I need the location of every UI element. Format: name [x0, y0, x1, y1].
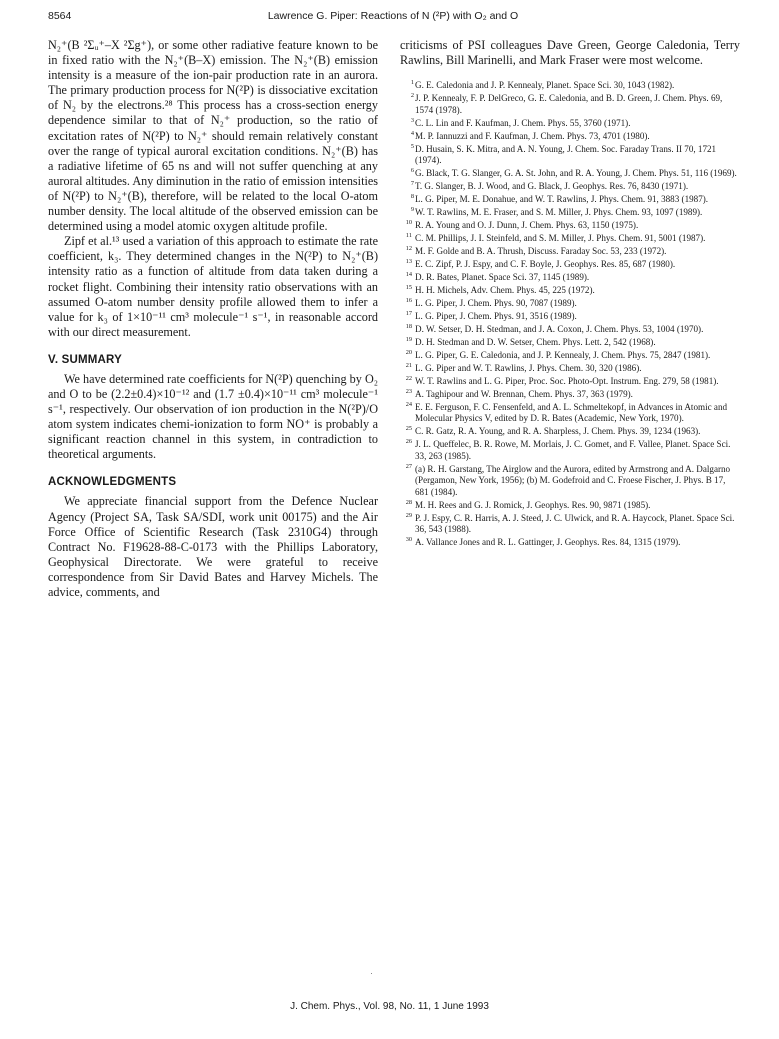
left-column: [48, 38, 378, 600]
body-paragraph: Zipf et al.¹³ used a variation of this approach to estimate the rate coefficient, k₃. They determined changes in the N(²P) to N₂⁺(B) intensity ratio as a function of altitude from data taken during a rocket flight. Combining their intensity ratio observations with an assumed O-atom number density profile allowed them to infer a value for k₃ of 1×10⁻¹¹ cm³ molecule⁻¹ s⁻¹, in reasonable accord with our direct measurement.: [48, 234, 378, 339]
reference-number: 28: [405, 498, 412, 506]
reference-item: [400, 337, 740, 348]
reference-number: 3: [410, 116, 414, 124]
reference-item: [400, 80, 740, 91]
reference-number: 13: [405, 258, 412, 265]
section-heading-acknowledgments: ACKNOWLEDGMENTS: [48, 476, 177, 489]
reference-text: D. W. Setser, D. H. Stedman, and J. A. Coxon, J. Chem. Phys. 53, 1004 (1970).: [415, 324, 704, 334]
reference-number: 2: [410, 92, 414, 100]
reference-text: W. T. Rawlins, M. E. Fraser, and S. M. Miller, J. Phys. Chem. 93, 1097 (1989).: [415, 207, 703, 217]
reference-item: [400, 233, 740, 244]
reference-number: 7: [410, 180, 414, 187]
reference-item: [400, 118, 740, 129]
reference-item: [400, 324, 740, 335]
reference-item: [400, 500, 740, 511]
reference-number: 21: [405, 362, 412, 369]
reference-text: G. E. Caledonia and J. P. Kennealy, Planet. Space Sci. 30, 1043 (1982).: [415, 80, 675, 91]
reference-text: R. A. Young and O. J. Dunn, J. Chem. Phys. 63, 1150 (1975).: [415, 220, 639, 230]
reference-item: [400, 131, 740, 142]
reference-text: A. Taghipour and W. Brennan, Chem. Phys. 37, 363 (1979).: [415, 389, 633, 399]
reference-text: M. P. Iannuzzi and F. Kaufman, J. Chem. Phys. 73, 4701 (1980).: [415, 130, 650, 141]
reference-text: C. M. Phillips, J. I. Steinfeld, and S. M. Miller, J. Phys. Chem. 91, 5001 (1987).: [415, 233, 706, 243]
reference-number: 10: [405, 219, 412, 226]
reference-item: [400, 259, 740, 270]
reference-text: M. H. Rees and G. J. Romick, J. Geophys. Res. 90, 9871 (1985).: [415, 499, 651, 510]
reference-item: [400, 389, 740, 400]
reference-number: 18: [405, 323, 412, 330]
running-title: Lawrence G. Piper: Reactions of N (²P) with O₂ and O: [267, 10, 519, 22]
running-header: [48, 10, 738, 26]
reference-number: 8: [410, 193, 414, 200]
reference-number: 27: [405, 462, 412, 470]
reference-number: 29: [405, 511, 412, 519]
reference-number: 25: [405, 425, 412, 433]
reference-text: L. G. Piper and W. T. Rawlins, J. Phys. Chem. 30, 320 (1986).: [415, 363, 642, 373]
page-number: 8564: [48, 10, 72, 22]
reference-text: C. R. Gatz, R. A. Young, and R. A. Sharpless, J. Chem. Phys. 39, 1234 (1963).: [415, 426, 701, 437]
reference-item: [400, 376, 740, 387]
reference-item: [400, 181, 740, 192]
reference-item: [400, 93, 740, 116]
reference-text: W. T. Rawlins and L. G. Piper, Proc. Soc. Photo-Opt. Instrum. Eng. 279, 58 (1981).: [415, 376, 719, 386]
reference-text: D. H. Stedman and D. W. Setser, Chem. Phys. Lett. 2, 542 (1968).: [415, 337, 656, 347]
reference-number: 16: [405, 297, 412, 304]
reference-number: 30: [405, 536, 412, 544]
reference-text: L. G. Piper, G. E. Caledonia, and J. P. Kennealy, J. Chem. Phys. 75, 2847 (1981).: [415, 350, 711, 360]
reference-item: [400, 298, 740, 309]
reference-number: 23: [405, 388, 412, 395]
reference-number: 4: [410, 129, 414, 137]
reference-text: D. R. Bates, Planet. Space Sci. 37, 1145 (1989).: [415, 272, 590, 282]
reference-item: [400, 207, 740, 218]
reference-text: H. H. Michels, Adv. Chem. Phys. 45, 225 (1972).: [415, 285, 595, 295]
reference-text: P. J. Espy, C. R. Harris, A. J. Steed, J. C. Ulwick, and R. A. Haycock, Planet. Space Sci. 36, 543 (1988).: [415, 512, 735, 535]
acknowledgments-continued: criticisms of PSI colleagues Dave Green, George Caledonia, Terry Rawlins, Bill Marinelli, and Mark Fraser were most welcome.: [400, 38, 740, 68]
reference-text: L. G. Piper, J. Chem. Phys. 91, 3516 (1989).: [415, 311, 577, 321]
reference-item: [400, 285, 740, 296]
right-column: [400, 38, 740, 550]
summary-paragraph: We have determined rate coefficients for N(²P) quenching by O₂ and O to be (2.2±0.4)×10⁻¹² and (1.7 ±0.4)×10⁻¹¹ cm³ molecule⁻¹ s⁻¹, respectively. Our observation of ion production in the N(²P)/O atom system indicates chemi-ionization to form NO⁺ is probably a significant reaction channel in this system, in contradiction to theoretical arguments.: [48, 371, 378, 462]
reference-number: 17: [405, 310, 412, 317]
reference-item: [400, 402, 740, 425]
reference-item: [400, 513, 740, 536]
reference-number: 1: [410, 79, 414, 87]
reference-item: [400, 220, 740, 231]
page-speck: [371, 973, 372, 974]
reference-item: [400, 537, 740, 548]
reference-number: 11: [405, 232, 412, 239]
reference-text: G. Black, T. G. Slanger, G. A. St. John, and R. A. Young, J. Chem. Phys. 51, 116 (1969).: [415, 168, 737, 178]
reference-number: 5: [410, 142, 414, 150]
reference-number: 9: [410, 206, 414, 213]
reference-text: A. Vallance Jones and R. L. Gattinger, J. Geophys. Res. 84, 1315 (1979).: [415, 537, 681, 548]
reference-text: L. G. Piper, J. Chem. Phys. 90, 7087 (1989).: [415, 298, 577, 308]
reference-number: 14: [405, 271, 412, 278]
reference-text: M. F. Golde and B. A. Thrush, Discuss. Faraday Soc. 53, 233 (1972).: [415, 246, 667, 256]
reference-text: E. E. Ferguson, F. C. Fensenfeld, and A. L. Schmeltekopf, in Advances in Atomic and Molecular Physics V, edited by D. R. Bates (Academic, New York, 1970).: [415, 402, 728, 424]
body-paragraph: N₂⁺(B ²Σᵤ⁺–X ²Σg⁺), or some other radiative feature known to be in fixed ratio with the N₂⁺(B–X) emission. The N₂⁺(B) emission intensity is a measure of the ion-pair production rate in an aurora. The primary production process for N(²P) is dissociative excitation of N₂ by the electrons.²⁸ This process has a cross-section energy dependence similar to that of N₂⁺ production, so the ratio of excitation rates of N(²P) to N₂⁺ should remain relatively constant over the range of typical auroral excitation conditions. N₂⁺(B) has a radiative lifetime of 65 ns and will not suffer quenching at any auroral altitudes. Any diminution in the ratio of emission intensities of N(²P) to N₂⁺(B), therefore, will be related to the local O-atom number density. The local altitude of the observed emission can be determined using a model atomic oxygen altitude profile.: [48, 38, 378, 234]
reference-item: [400, 350, 740, 361]
reference-text: L. G. Piper, M. E. Donahue, and W. T. Rawlins, J. Phys. Chem. 91, 3883 (1987).: [415, 194, 709, 204]
reference-text: (a) R. H. Garstang, The Airglow and the Aurora, edited by Armstrong and A. Dalgarno (Pergamon, New York, 1956); (b) M. Godefroid and C. Froese Fischer, J. Phys. B 17, 681 (1984).: [415, 463, 731, 497]
reference-item: [400, 311, 740, 322]
reference-text: J. L. Queffelec, B. R. Rowe, M. Morlais, J. C. Gomet, and F. Vallee, Planet. Space Sci. 33, 263 (1985).: [415, 439, 731, 461]
reference-item: [400, 194, 740, 205]
reference-number: 19: [405, 336, 412, 343]
reference-item: [400, 363, 740, 374]
reference-text: T. G. Slanger, B. J. Wood, and G. Black, J. Geophys. Res. 76, 8430 (1971).: [415, 181, 689, 191]
reference-text: D. Husain, S. K. Mitra, and A. N. Young, J. Chem. Soc. Faraday Trans. II 70, 1721 (1974).: [415, 143, 717, 165]
reference-number: 6: [410, 167, 414, 174]
reference-item: [400, 426, 740, 437]
reference-number: 12: [405, 245, 412, 252]
acknowledgments-paragraph: We appreciate financial support from the Defence Nuclear Agency (Project SA, Task SA/SDI, work unit 00175) and the Air Force Office of Scientific Research (Task 2310G4) through Contract No. F19628-88-C-0173 with the Phillips Laboratory, Geophysical Directorate. We were grateful to receive correspondence from Sir David Bates and Harvey Michels. The advice, comments, and: [48, 494, 378, 599]
reference-text: J. P. Kennealy, F. P. DelGreco, G. E. Caledonia, and B. D. Green, J. Chem. Phys. 69, 1574 (1978).: [415, 93, 723, 115]
reference-list: [400, 80, 740, 548]
reference-item: [400, 439, 740, 462]
reference-text: C. L. Lin and F. Kaufman, J. Chem. Phys. 55, 3760 (1971).: [415, 117, 631, 128]
section-heading-summary: V. SUMMARY: [48, 353, 122, 366]
reference-number: 26: [405, 438, 412, 446]
reference-item: [400, 246, 740, 257]
reference-item: [400, 464, 740, 498]
reference-number: 15: [405, 284, 412, 291]
reference-item: [400, 272, 740, 283]
journal-footer: J. Chem. Phys., Vol. 98, No. 11, 1 June 1993: [290, 1001, 489, 1012]
reference-item: [400, 144, 740, 167]
reference-number: 22: [405, 375, 412, 382]
reference-number: 24: [405, 401, 412, 408]
reference-number: 20: [405, 349, 412, 356]
reference-text: E. C. Zipf, P. J. Espy, and C. F. Boyle, J. Geophys. Res. 85, 687 (1980).: [415, 259, 676, 269]
reference-item: [400, 168, 740, 179]
